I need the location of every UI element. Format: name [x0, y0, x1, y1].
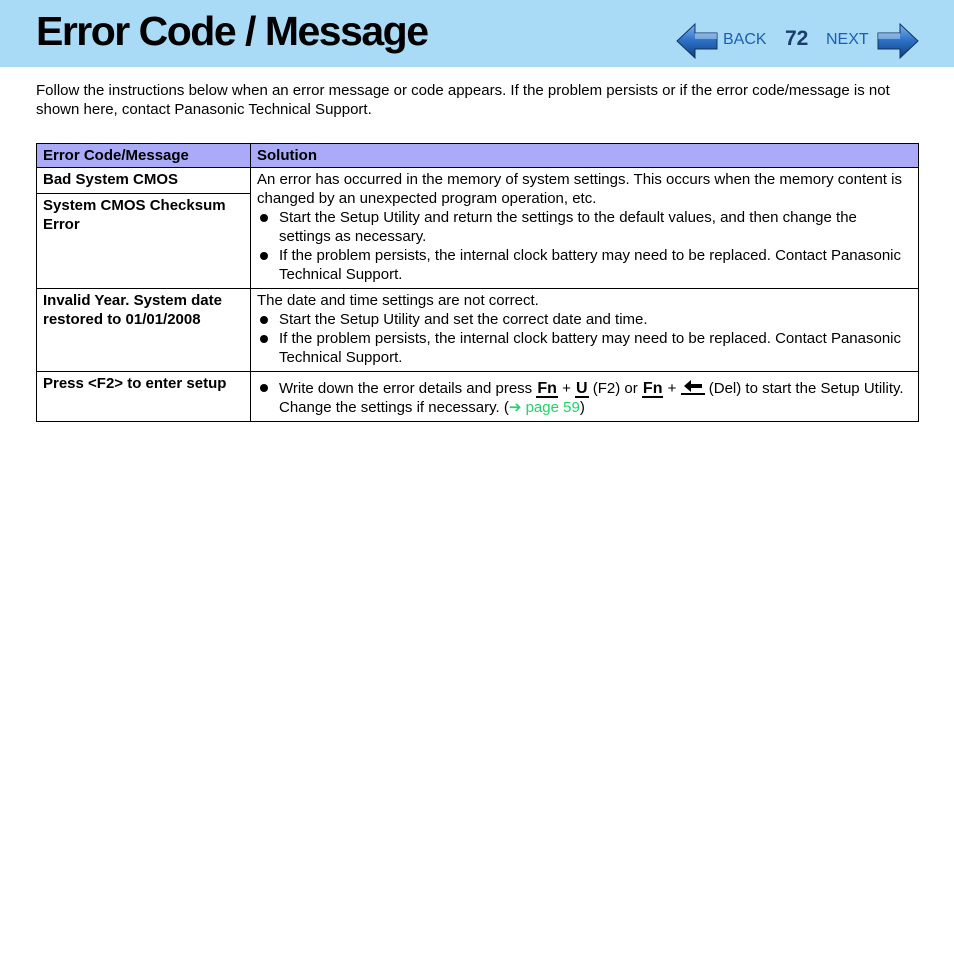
solution-list — [257, 208, 912, 284]
solution-text: The date and time settings are not correct. — [257, 292, 539, 309]
column-header-code: Error Code/Message — [37, 144, 251, 168]
page-header — [0, 0, 954, 67]
fn-key-icon: Fn — [537, 380, 557, 397]
column-header-solution: Solution — [251, 144, 919, 168]
list-item — [257, 310, 912, 329]
solution-cell — [251, 372, 919, 422]
backspace-key-icon — [681, 378, 705, 395]
list-item-text: Start the Setup Utility and set the correct date and time. — [279, 311, 648, 328]
list-item-text: Start the Setup Utility and return the settings to the default values, and then change the settings as necessary. — [279, 209, 857, 245]
error-code-cell: System CMOS Checksum Error — [37, 194, 251, 289]
list-item-text: If the problem persists, the internal clock battery may need to be replaced. Contact Panasonic Technical Support. — [279, 247, 902, 283]
next-arrow-icon[interactable] — [876, 22, 920, 60]
list-item — [257, 208, 912, 246]
u-key-icon: U — [576, 380, 588, 397]
error-code-cell: Press <F2> to enter setup — [37, 372, 251, 422]
error-code-cell: Invalid Year. System date restored to 01/01/2008 — [37, 289, 251, 372]
solution-text: An error has occurred in the memory of system settings. This occurs when the memory content is changed by an unexpected program operation, etc. — [257, 171, 902, 207]
change-settings-text: Change the settings if necessary. ( — [279, 399, 509, 416]
error-table — [36, 143, 919, 422]
solution-cell — [251, 289, 919, 372]
bullet-icon — [260, 384, 268, 392]
list-item — [257, 246, 912, 284]
page-number: 72 — [785, 27, 809, 50]
bullet-icon — [260, 252, 268, 260]
error-code-cell: Bad System CMOS — [37, 168, 251, 194]
intro-text: Follow the instructions below when an error message or code appears. If the problem persists or if the error code/message is not shown here, contact Panasonic Technical Support. — [36, 82, 890, 118]
bullet-icon — [260, 214, 268, 222]
f2-text: (F2) or — [592, 380, 638, 397]
bullet-icon — [260, 316, 268, 324]
list-item-text: Write down the error details and press — [279, 380, 533, 397]
solution-list — [257, 378, 912, 417]
back-button[interactable]: BACK — [723, 31, 767, 48]
list-item-text: If the problem persists, the internal clock battery may need to be replaced. Contact Panasonic Technical Support. — [279, 330, 902, 366]
close-paren-text: ) — [579, 399, 585, 416]
table-row — [37, 168, 919, 194]
del-text: (Del) to start the Setup Utility. — [708, 380, 904, 397]
solution-cell — [251, 168, 919, 289]
page-link-arrow-icon[interactable]: ➔ — [508, 399, 522, 416]
solution-list — [257, 310, 912, 367]
list-item — [257, 329, 912, 367]
page-59-link[interactable]: page 59 — [525, 399, 580, 416]
fn-key-icon: Fn — [642, 380, 663, 397]
table-header-row — [37, 144, 919, 168]
list-item — [257, 378, 912, 417]
table-row — [37, 372, 919, 422]
table-row — [37, 289, 919, 372]
next-button[interactable]: NEXT — [826, 31, 869, 48]
plus-text: + — [667, 380, 677, 397]
page-title: Error Code / Message — [36, 8, 428, 54]
back-arrow-icon[interactable] — [675, 22, 719, 60]
plus-text: + — [562, 380, 571, 397]
bullet-icon — [260, 335, 268, 343]
